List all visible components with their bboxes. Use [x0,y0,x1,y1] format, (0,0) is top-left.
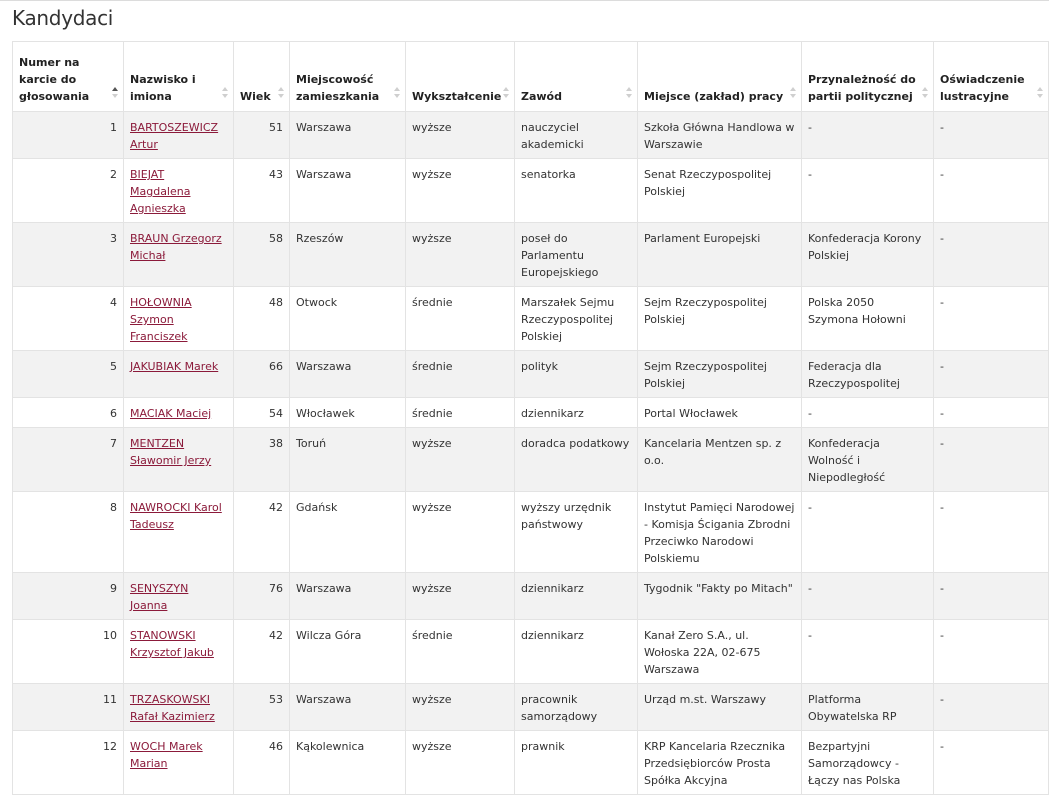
cell-party: Platforma Obywatelska RP [802,684,934,731]
cell-education: wyższe [406,112,515,159]
cell-lustration: - [934,428,1049,492]
table-row [13,428,1049,492]
cell-name [124,351,234,398]
sort-icon [278,87,284,99]
cell-lustration: - [934,351,1049,398]
table-row [13,620,1049,684]
cell-number: 7 [13,428,124,492]
cell-name [124,684,234,731]
cell-education: wyższe [406,684,515,731]
cell-name [124,573,234,620]
cell-lustration: - [934,492,1049,573]
column-header-name[interactable] [124,42,234,112]
cell-party: - [802,620,934,684]
cell-profession: polityk [515,351,638,398]
table-header-row [13,42,1049,112]
column-header-label: Oświadczenie lustracyjne [940,73,1025,103]
cell-name [124,731,234,795]
cell-lustration: - [934,159,1049,223]
cell-workplace: Tygodnik "Fakty po Mitach" [638,573,802,620]
column-header-label: Wiek [240,90,271,103]
cell-age: 42 [234,620,290,684]
column-header-age[interactable] [234,42,290,112]
candidate-link[interactable]: MACIAK Maciej [130,407,212,420]
page-title: Kandydaci [12,6,114,30]
cell-age: 66 [234,351,290,398]
sort-icon [626,87,632,99]
sort-icon [394,87,400,99]
table-row [13,112,1049,159]
cell-lustration: - [934,112,1049,159]
table-row [13,159,1049,223]
cell-party: - [802,112,934,159]
cell-lustration: - [934,573,1049,620]
sort-icon [503,87,509,99]
cell-lustration: - [934,620,1049,684]
cell-lustration: - [934,287,1049,351]
sort-icon [790,87,796,99]
cell-city: Warszawa [290,159,406,223]
cell-number: 8 [13,492,124,573]
column-header-label: Nazwisko i imiona [130,73,196,103]
cell-name [124,492,234,573]
candidate-link[interactable]: WOCH Marek Marian [130,740,203,770]
cell-number: 1 [13,112,124,159]
cell-age: 53 [234,684,290,731]
cell-party: Konfederacja Korony Polskiej [802,223,934,287]
column-header-lustration[interactable] [934,42,1049,112]
cell-education: wyższe [406,428,515,492]
cell-profession: dziennikarz [515,620,638,684]
cell-party: Polska 2050 Szymona Hołowni [802,287,934,351]
candidate-link[interactable]: TRZASKOWSKI Rafał Kazimierz [130,693,215,723]
cell-name [124,159,234,223]
cell-number: 11 [13,684,124,731]
candidate-link[interactable]: BARTOSZEWICZ Artur [130,121,219,151]
cell-profession: senatorka [515,159,638,223]
cell-lustration: - [934,223,1049,287]
cell-number: 4 [13,287,124,351]
cell-lustration: - [934,684,1049,731]
cell-name [124,223,234,287]
cell-workplace: Portal Włocławek [638,398,802,428]
table-row [13,684,1049,731]
cell-workplace: Sejm Rzeczypospolitej Polskiej [638,351,802,398]
cell-workplace: Kancelaria Mentzen sp. z o.o. [638,428,802,492]
cell-age: 54 [234,398,290,428]
table-row [13,492,1049,573]
cell-education: średnie [406,620,515,684]
cell-education: wyższe [406,573,515,620]
sort-icon [1037,87,1043,99]
cell-profession: wyższy urzędnik państwowy [515,492,638,573]
cell-city: Warszawa [290,684,406,731]
cell-party: - [802,492,934,573]
candidate-link[interactable]: JAKUBIAK Marek [130,360,219,373]
column-header-label: Miejscowość zamieszkania [296,73,380,103]
cell-city: Gdańsk [290,492,406,573]
cell-education: wyższe [406,731,515,795]
cell-workplace: Urząd m.st. Warszawy [638,684,802,731]
cell-education: wyższe [406,492,515,573]
table-row [13,731,1049,795]
column-header-label: Numer na karcie do głosowania [19,56,90,103]
cell-age: 43 [234,159,290,223]
cell-workplace: Parlament Europejski [638,223,802,287]
column-header-label: Wykształcenie [412,90,502,103]
cell-education: wyższe [406,159,515,223]
column-header-label: Miejsce (zakład) pracy [644,90,784,103]
column-header-profession[interactable] [515,42,638,112]
column-header-label: Zawód [521,90,562,103]
cell-age: 51 [234,112,290,159]
cell-name [124,428,234,492]
column-header-workplace[interactable] [638,42,802,112]
cell-party: - [802,573,934,620]
cell-education: wyższe [406,223,515,287]
cell-profession: Marszałek Sejmu Rzeczypospolitej Polskiej [515,287,638,351]
column-header-label: Przynależność do partii politycznej [808,73,916,103]
cell-number: 3 [13,223,124,287]
table-row [13,287,1049,351]
cell-city: Toruń [290,428,406,492]
cell-party: Konfederacja Wolność i Niepodległość [802,428,934,492]
column-header-number[interactable] [13,42,124,112]
cell-number: 5 [13,351,124,398]
cell-profession: dziennikarz [515,398,638,428]
cell-number: 6 [13,398,124,428]
cell-profession: prawnik [515,731,638,795]
cell-workplace: Kanał Zero S.A., ul. Wołoska 22A, 02-675 Warszawa [638,620,802,684]
cell-profession: nauczyciel akademicki [515,112,638,159]
cell-workplace: Senat Rzeczypospolitej Polskiej [638,159,802,223]
cell-city: Warszawa [290,573,406,620]
cell-party: - [802,159,934,223]
cell-age: 38 [234,428,290,492]
candidate-link[interactable]: STANOWSKI Krzysztof Jakub [130,629,214,659]
candidates-table [12,41,1049,795]
candidate-link[interactable]: MENTZEN Sławomir Jerzy [130,437,212,467]
column-header-party[interactable] [802,42,934,112]
cell-city: Warszawa [290,351,406,398]
cell-number: 10 [13,620,124,684]
cell-city: Warszawa [290,112,406,159]
table-row [13,351,1049,398]
cell-name [124,620,234,684]
candidate-link[interactable]: BRAUN Grzegorz Michał [130,232,222,262]
cell-party: - [802,398,934,428]
cell-education: średnie [406,398,515,428]
cell-name [124,398,234,428]
table-row [13,223,1049,287]
cell-name [124,112,234,159]
cell-education: średnie [406,287,515,351]
column-header-city[interactable] [290,42,406,112]
table-row [13,573,1049,620]
cell-profession: poseł do Parlamentu Europejskiego [515,223,638,287]
cell-city: Wilcza Góra [290,620,406,684]
top-divider [0,0,1049,1]
sort-ascending-icon [112,87,118,99]
cell-lustration: - [934,731,1049,795]
cell-age: 48 [234,287,290,351]
cell-workplace: Instytut Pamięci Narodowej - Komisja Ścigania Zbrodni Przeciwko Narodowi Polskiemu [638,492,802,573]
cell-workplace: Sejm Rzeczypospolitej Polskiej [638,287,802,351]
cell-number: 12 [13,731,124,795]
sort-icon [222,87,228,99]
cell-profession: doradca podatkowy [515,428,638,492]
cell-number: 2 [13,159,124,223]
cell-workplace: KRP Kancelaria Rzecznika Przedsiębiorców Prosta Spółka Akcyjna [638,731,802,795]
cell-age: 58 [234,223,290,287]
cell-workplace: Szkoła Główna Handlowa w Warszawie [638,112,802,159]
cell-party: Federacja dla Rzeczypospolitej [802,351,934,398]
cell-number: 9 [13,573,124,620]
cell-age: 42 [234,492,290,573]
cell-lustration: - [934,398,1049,428]
candidate-link[interactable]: NAWROCKI Karol Tadeusz [130,501,222,531]
cell-name [124,287,234,351]
cell-city: Włocławek [290,398,406,428]
cell-age: 76 [234,573,290,620]
cell-profession: pracownik samorządowy [515,684,638,731]
cell-party: Bezpartyjni Samorządowcy - Łączy nas Polska [802,731,934,795]
cell-city: Rzeszów [290,223,406,287]
table-row [13,398,1049,428]
candidate-link[interactable]: SENYSZYN Joanna [130,582,189,612]
sort-icon [922,87,928,99]
cell-age: 46 [234,731,290,795]
candidate-link[interactable]: HOŁOWNIA Szymon Franciszek [130,296,192,343]
column-header-education[interactable] [406,42,515,112]
candidate-link[interactable]: BIEJAT Magdalena Agnieszka [130,168,191,215]
cell-education: średnie [406,351,515,398]
cell-city: Otwock [290,287,406,351]
cell-profession: dziennikarz [515,573,638,620]
cell-city: Kąkolewnica [290,731,406,795]
